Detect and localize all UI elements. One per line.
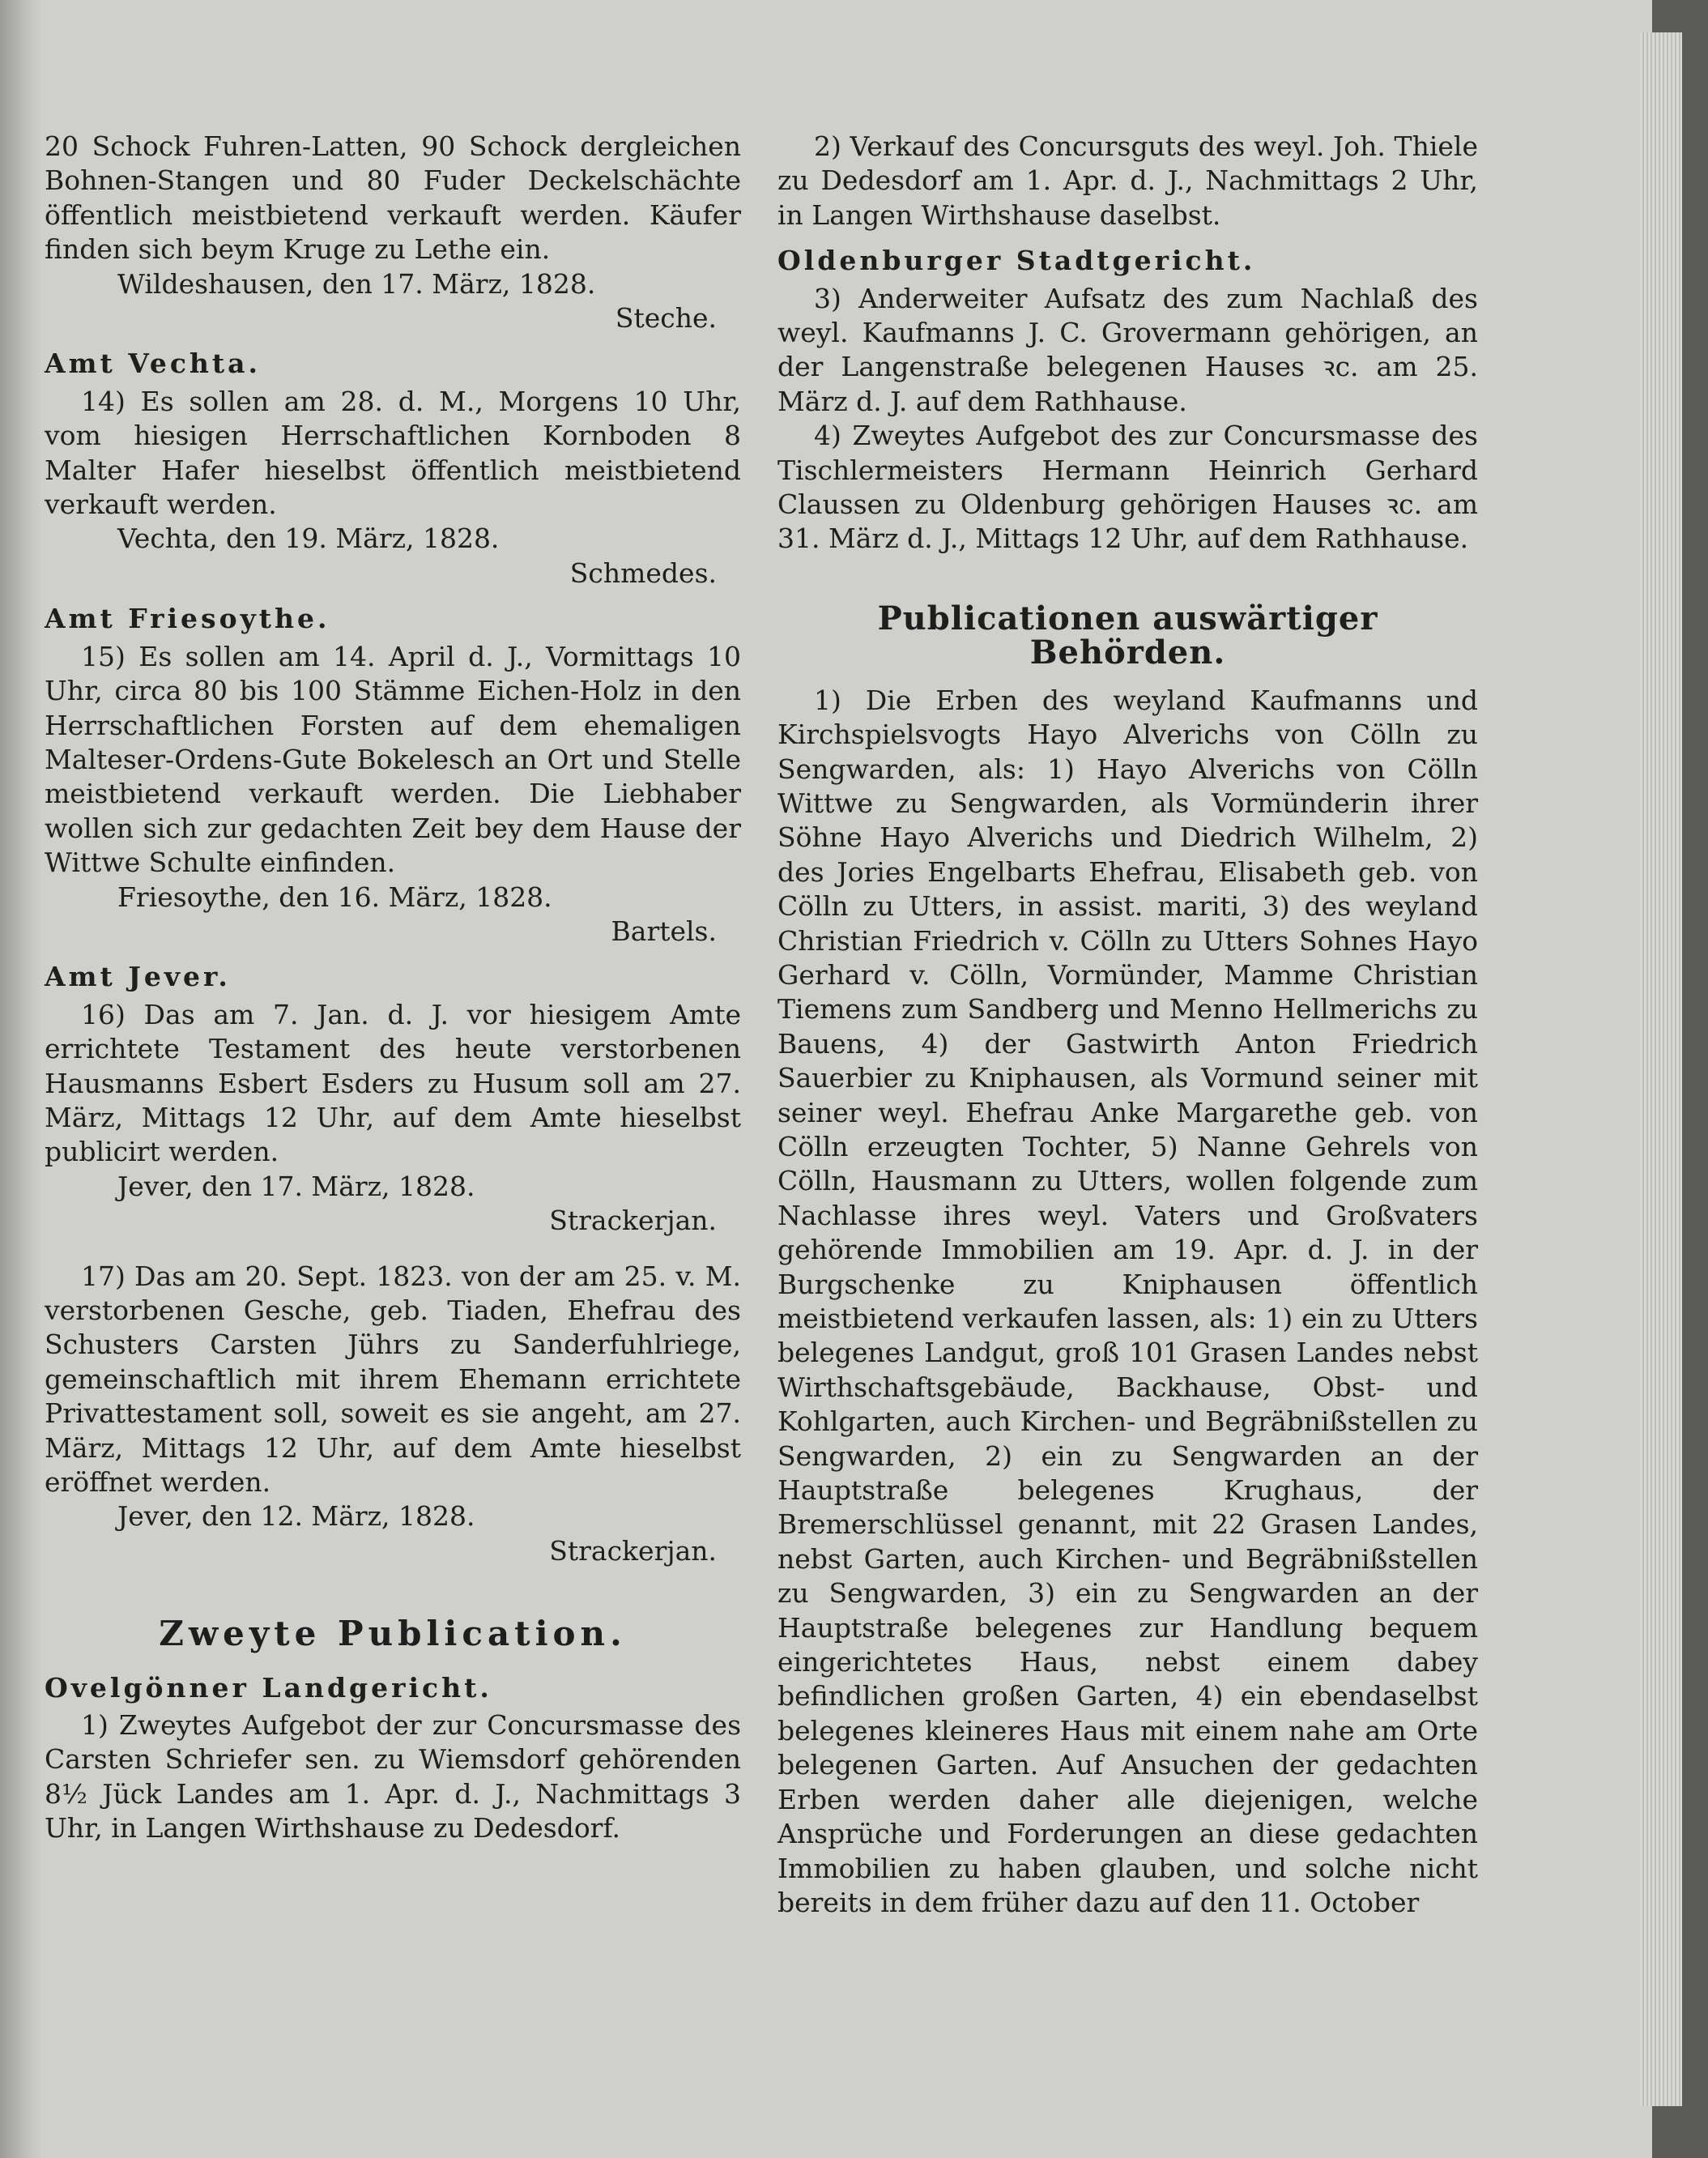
intro-paragraph: 20 Schock Fuhren-Latten, 90 Schock dergleichen Bohnen-Stangen und 80 Fuder Deckelschächte öffentlich meistbietend verkauft werden. Käufer finden sich beym Kruge zu Lethe ein. [45,130,741,266]
foreign-publications-title: Publicationen auswärtiger Behörden. [877,599,1378,672]
item-14: 14) Es sollen am 28. d. M., Morgens 10 Uhr, vom hiesigen Herrschaftlichen Kornboden 8 Malter Hafer hieselbst öffentlich meistbietend verkauft werden. [45,385,741,521]
vechta-heading: Amt Vechta. [45,348,262,380]
intro-dateline: Wildeshausen, den 17. März, 1828. [117,267,596,300]
ovelgoenne-heading: Ovelgönner Landgericht. [45,1671,492,1704]
foreign-item-1: 1) Die Erben des weyland Kaufmanns und Kirchspielsvogts Hayo Alverichs von Cölln zu Sengwarden, als: 1) Hayo Alverichs von Cölln Wittwe zu Sengwarden, als Vormünderin ihrer Söhne Hayo Alverichs und Diedrich Wilhelm, 2) des Jories Engelbarts Ehefrau, Elisabeth geb. von Cölln zu Utters, in assist. mariti, 3) des weyland Christian Friedrich v. Cölln zu Utters Sohnes Hayo Gerhard v. Cölln, Vormünder, Mamme Christian Tiemens zum Sandberg und Menno Hellmerichs zu Bauens, 4) der Gastwirth Anton Friedrich Sauerbier zu Kniphausen, als Vormund seiner mit seiner weyl. Ehefrau Anke Margarethe geb. von Cölln erzeugten Tochter, 5) Nanne Gehrels von Cölln, Hausmann zu Utters, wollen folgende zum Nachlasse ihres weyl. Vaters und Großvaters gehörende Immobilien am 19. Apr. d. J. in der Burgschenke zu Kniphausen öffentlich meistbietend verkaufen lassen, als: 1) ein zu Utters belegenes Landgut, groß 101 Grasen Landes nebst Wirthschaftsgebäude, Backhause, Obst- und Kohlgarten, auch Kirchen- und Begräbnißstellen zu Sengwarden, 2) ein zu Sengwarden an der Hauptstraße belegenes Krughaus, der Bremerschlüssel genannt, mit 22 Grasen Landes, nebst Garten, auch Kirchen- und Begräbnißstellen zu Sengwarden, 3) ein zu Sengwarden an der Hauptstraße belegenes zur Handlung bequem eingerichtetes Haus, nebst einem dabey befindlichen großen Garten, 4) ein ebendaselbst belegenes kleineres Haus mit einem nahe am Orte belegenen Garten. Auf Ansuchen der gedachten Erben werden daher alle diejenigen, welche Ansprüche und Forderungen an diese gedachten Immobilien zu haben glauben, und solche nicht bereits in dem früher dazu auf den 11. October [777,684,1478,1918]
item-17-signature: Strackerjan. [549,1534,717,1567]
left-column [45,130,741,1846]
item-15-signature: Bartels. [611,915,717,947]
jever-heading: Amt Jever. [45,961,231,993]
item-16: 16) Das am 7. Jan. d. J. vor hiesigem Amte errichtete Testament des heute verstorbenen Hausmanns Esbert Esders zu Husum soll am 27. März, Mittags 12 Uhr, auf dem Amte hieselbst publicirt werden. [45,998,741,1168]
item-17: 17) Das am 20. Sept. 1823. von der am 25. v. M. verstorbenen Gesche, geb. Tiaden, Ehefrau des Schusters Carsten Jührs zu Sanderfuhlriege, gemeinschaftlich mit ihrem Ehemann errichtete Privattestament soll, soweit es sie angeht, am 27. März, Mittags 12 Uhr, auf dem Amte hieselbst eröffnet werden. [45,1260,741,1499]
item-4: 4) Zweytes Aufgebot des zur Concursmasse des Tischlermeisters Hermann Heinrich Gerhard Claussen zu Oldenburg gehörigen Hauses ꝛc. am 31. März d. J., Mittags 12 Uhr, auf dem Rathhause. [777,420,1478,555]
page-gutter-shadow [0,0,42,2158]
item-16-dateline: Jever, den 17. März, 1828. [117,1170,475,1202]
second-publication-title: Zweyte Publication. [159,1614,627,1654]
item-1: 1) Zweytes Aufgebot der zur Concursmasse des Carsten Schriefer sen. zu Wiemsdorf gehörenden 8½ Jück Landes am 1. Apr. d. J., Nachmittags 3 Uhr, in Langen Wirthshause zu Dedesdorf. [45,1709,741,1845]
item-14-dateline: Vechta, den 19. März, 1828. [117,522,500,555]
friesoythe-heading: Amt Friesoythe. [45,603,330,635]
item-2: 2) Verkauf des Concursguts des weyl. Joh. Thiele zu Dedesdorf am 1. Apr. d. J., Nachmittags 2 Uhr, in Langen Wirthshause daselbst. [777,130,1478,231]
page-edge-stack [1640,32,1682,2106]
item-15-dateline: Friesoythe, den 16. März, 1828. [117,881,552,913]
item-15: 15) Es sollen am 14. April d. J., Vormittags 10 Uhr, circa 80 bis 100 Stämme Eichen-Holz in den Herrschaftlichen Forsten auf dem ehemaligen Malteser-Ordens-Gute Bokelesch an Ort und Stelle meistbietend verkauft werden. Die Liebhaber wollen sich zur gedachten Zeit bey dem Hause der Wittwe Schulte einfinden. [45,640,741,879]
right-column [777,130,1478,1920]
intro-signature: Steche. [615,302,717,335]
oldenburg-heading: Oldenburger Stadtgericht. [777,245,1256,277]
item-16-signature: Strackerjan. [549,1205,717,1237]
spacer [45,1239,741,1260]
item-17-dateline: Jever, den 12. März, 1828. [117,1500,475,1533]
item-3: 3) Anderweiter Aufsatz des zum Nachlaß des weyl. Kaufmanns J. C. Grovermann gehörigen, an der Langenstraße belegenen Hauses ꝛc. am 25. März d. J. auf dem Rathhause. [777,282,1478,417]
item-14-signature: Schmedes. [569,557,717,589]
